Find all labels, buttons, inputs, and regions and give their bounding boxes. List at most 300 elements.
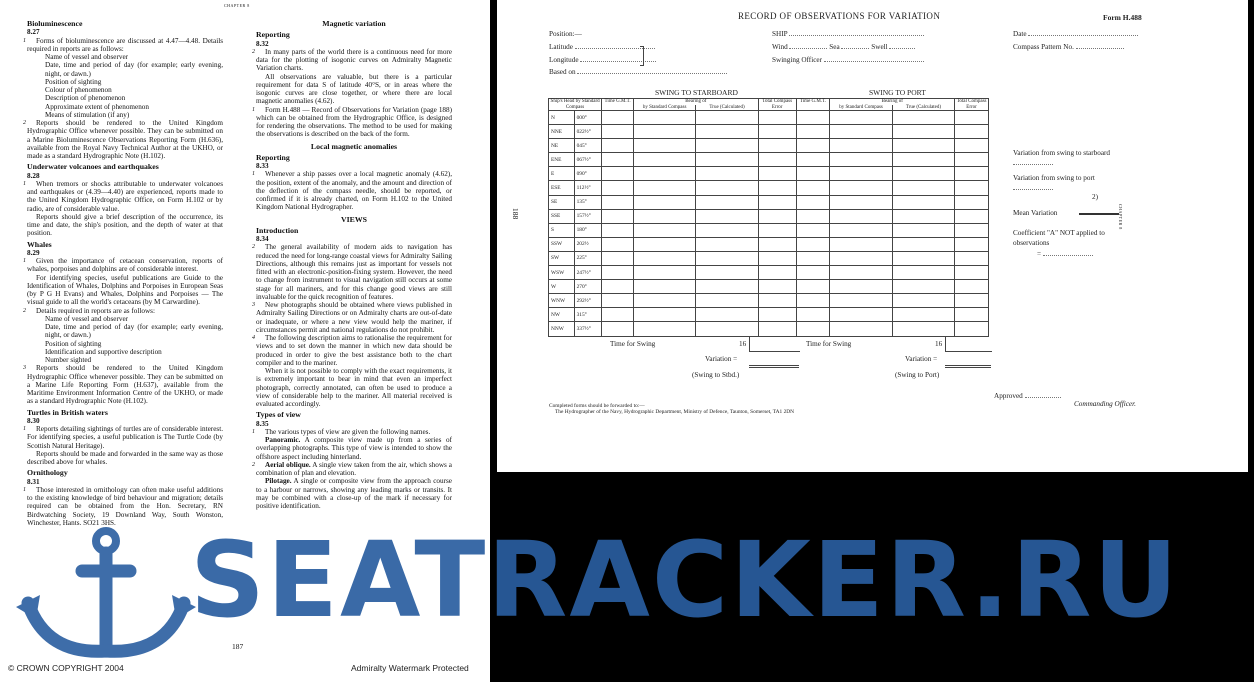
observation-cell[interactable] xyxy=(830,167,892,181)
volcanoes-heading: Underwater volcanoes and earthquakes xyxy=(27,162,159,172)
observation-cell[interactable] xyxy=(758,153,796,167)
observation-cell[interactable] xyxy=(955,280,989,294)
observation-cell[interactable] xyxy=(892,266,954,280)
heading-degrees: 292½° xyxy=(574,294,602,308)
paragraph xyxy=(23,425,223,450)
paragraph-text: When tremors or shocks attributable to underwater volcanoes and earthquakes or (4.39—4.40) are experienced, reports made to the United Kingdom Hydrographic Office, on Form H.102 or by radio, are of considerable value. xyxy=(27,179,223,213)
observation-cell[interactable] xyxy=(955,322,989,336)
variation-port-field[interactable] xyxy=(945,365,991,368)
paragraph xyxy=(256,436,452,461)
heading-point: WNW xyxy=(549,294,575,308)
table-row xyxy=(549,237,989,251)
observation-cell[interactable] xyxy=(955,181,989,195)
observation-cell[interactable] xyxy=(892,251,954,265)
local-heading: Local magnetic anomalies xyxy=(310,141,398,151)
observation-cell[interactable] xyxy=(830,209,892,223)
margin-mark: 3 xyxy=(252,302,255,308)
heading-point: SW xyxy=(549,251,575,265)
paragraph xyxy=(252,427,452,436)
observation-cell[interactable] xyxy=(892,294,954,308)
approved-text: Approved xyxy=(994,392,1023,400)
swell-field[interactable] xyxy=(889,48,915,49)
views-heading: VIEWS xyxy=(341,214,367,224)
observation-cell[interactable] xyxy=(796,294,830,308)
observation-cell[interactable] xyxy=(633,139,695,153)
heading-point: ENE xyxy=(549,153,575,167)
observation-cell[interactable] xyxy=(696,280,758,294)
header-total-stbd: Total Compass Error xyxy=(758,99,796,111)
heading-degrees: 270° xyxy=(574,280,602,294)
observation-cell[interactable] xyxy=(696,294,758,308)
list-item: Number sighted xyxy=(45,356,92,364)
eq-sign: = xyxy=(1037,250,1042,258)
table-row xyxy=(549,111,989,125)
observation-cell[interactable] xyxy=(633,181,695,195)
section-number: 8.27 xyxy=(27,28,40,37)
heading-point: NNW xyxy=(549,322,575,336)
observation-cell[interactable] xyxy=(696,125,758,139)
watermark-protected-note: Admiralty Watermark Protected xyxy=(351,663,469,673)
observation-cell[interactable] xyxy=(830,237,892,251)
wind-field[interactable] xyxy=(789,48,827,49)
observation-cell[interactable] xyxy=(696,111,758,125)
margin-mark: 4 xyxy=(252,335,255,341)
observation-cell[interactable] xyxy=(955,153,989,167)
observation-cell[interactable] xyxy=(892,139,954,153)
observation-cell[interactable] xyxy=(892,195,954,209)
observation-cell[interactable] xyxy=(633,111,695,125)
paragraph-text: A single view taken from the air, which shows a combination of plan and elevation. xyxy=(256,460,452,477)
table-row xyxy=(549,125,989,139)
ship-field[interactable] xyxy=(789,35,924,36)
observation-cell[interactable] xyxy=(796,308,830,322)
paragraph xyxy=(252,301,452,334)
observation-cell[interactable] xyxy=(633,167,695,181)
observation-cell[interactable] xyxy=(633,280,695,294)
observation-cell[interactable] xyxy=(955,195,989,209)
form-title: RECORD OF OBSERVATIONS FOR VARIATION xyxy=(738,11,941,21)
paragraph xyxy=(23,36,223,54)
observations-table xyxy=(548,98,989,337)
observation-cell[interactable] xyxy=(796,209,830,223)
observation-cell[interactable] xyxy=(758,294,796,308)
var-port-field[interactable] xyxy=(1013,189,1053,190)
observation-cell[interactable] xyxy=(892,111,954,125)
mean-variation-text: Mean Variation xyxy=(1013,209,1058,217)
observation-cell[interactable] xyxy=(602,280,634,294)
table-row xyxy=(549,195,989,209)
observation-cell[interactable] xyxy=(602,322,634,336)
swing-starboard-title: SWING TO STARBOARD xyxy=(655,88,738,97)
mean-variation-field[interactable] xyxy=(1079,213,1119,215)
heading-point: S xyxy=(549,223,575,237)
paragraph xyxy=(23,306,223,315)
observation-cell[interactable] xyxy=(830,111,892,125)
paragraph-text: A composite view made up from a series of overlapping photographs. This type of view is intended to show the offshore aspect including hinterland. xyxy=(256,436,452,461)
observation-cell[interactable] xyxy=(602,167,634,181)
observation-cell[interactable] xyxy=(602,209,634,223)
observation-cell[interactable] xyxy=(796,266,830,280)
observation-cell[interactable] xyxy=(796,280,830,294)
term: Panoramic. xyxy=(265,436,301,444)
observation-cell[interactable] xyxy=(633,237,695,251)
observation-cell[interactable] xyxy=(633,209,695,223)
header-bearing-stbd: Bearing of xyxy=(633,99,758,105)
mean-variation-label xyxy=(1013,209,1119,217)
paragraph-text: Reports should be rendered to the United Kingdom Hydrographic Office whenever possible. They can be submitted on a Marine Life Reporting Form (H.637), available from the Maritime Environment Information Centre of the UKHO, or made as a standard Hydrographic Note (H.102). xyxy=(27,364,223,406)
observation-cell[interactable] xyxy=(602,251,634,265)
observation-cell[interactable] xyxy=(633,195,695,209)
date-label xyxy=(1013,30,1138,38)
heading-degrees: 022½° xyxy=(574,125,602,139)
paragraph xyxy=(252,47,452,73)
section-number: 8.35 xyxy=(256,419,269,428)
observation-cell[interactable] xyxy=(633,153,695,167)
observation-cell[interactable] xyxy=(955,223,989,237)
paragraph xyxy=(252,105,452,139)
heading-degrees: 090° xyxy=(574,167,602,181)
subheading: Introduction xyxy=(256,225,299,235)
observation-cell[interactable] xyxy=(796,322,830,336)
observation-cell[interactable] xyxy=(892,223,954,237)
based-on-text: Based on xyxy=(549,68,576,76)
paragraph-text: Whenever a ship passes over a local magnetic anomaly (4.62), the position, extent of the anomaly, and the amount and direction of the deflection of the compass needle, should be reported, or confirmed if it is already charted, on Form H.102 to the United Kingdom National Hydrographer. xyxy=(256,170,452,212)
margin-mark: 2 xyxy=(252,461,255,468)
observation-cell[interactable] xyxy=(633,125,695,139)
form-number: Form H.488 xyxy=(1103,13,1142,22)
paragraph-text: Forms of bioluminescence are discussed at 4.47—4.48. Details required in reports are as follows: xyxy=(27,36,223,53)
variation-stbd-field[interactable] xyxy=(749,365,799,368)
observation-cell[interactable] xyxy=(796,237,830,251)
paragraph-text: Details required in reports are as follows: xyxy=(36,306,155,315)
observation-cell[interactable] xyxy=(602,223,634,237)
observation-cell[interactable] xyxy=(758,266,796,280)
header-bearing-port: Bearing of xyxy=(830,99,955,105)
paragraph: When it is not possible to comply with the exact requirements, it is extremely important to bear in mind that even an imperfect photograph, correctly annotated, can often be used to produce a view of considerable help to the mariner. All material received is evaluated accordingly. xyxy=(256,367,452,408)
header-time-stbd: Time G.M.T. xyxy=(602,99,634,111)
chapter-side-label: CHAPTER 8 xyxy=(1118,204,1123,230)
section-number: 8.28 xyxy=(27,171,40,180)
observation-cell[interactable] xyxy=(758,237,796,251)
longitude-field[interactable] xyxy=(580,61,656,62)
observation-cell[interactable] xyxy=(758,280,796,294)
observation-cell[interactable] xyxy=(696,195,758,209)
observation-cell[interactable] xyxy=(830,322,892,336)
commanding-officer: Commanding Officer. xyxy=(1074,400,1136,408)
table-row xyxy=(549,209,989,223)
header-by-standard-stbd: by Standard Compass xyxy=(633,105,695,111)
list-item: Position of sighting xyxy=(45,339,102,348)
coefficient-field[interactable] xyxy=(1043,255,1093,256)
observation-cell[interactable] xyxy=(758,181,796,195)
date-text: Date xyxy=(1013,30,1027,38)
observation-cell[interactable] xyxy=(796,111,830,125)
ship-label xyxy=(772,30,924,38)
anchor-icon xyxy=(6,525,206,665)
heading-point: NE xyxy=(549,139,575,153)
observation-cell[interactable] xyxy=(830,125,892,139)
observation-cell[interactable] xyxy=(830,294,892,308)
list-item: Name of vessel and observer xyxy=(45,314,129,323)
swell-text: Swell xyxy=(871,43,888,51)
var-port-label xyxy=(1013,173,1123,193)
wind-text: Wind xyxy=(772,43,788,51)
observation-cell[interactable] xyxy=(602,139,634,153)
section-number: 8.33 xyxy=(256,162,269,170)
heading-degrees: 157½° xyxy=(574,209,602,223)
paragraph xyxy=(23,257,223,274)
table-row xyxy=(549,294,989,308)
count-stbd: 16 xyxy=(739,340,747,348)
variation-form xyxy=(497,0,1248,472)
list-item: Description of phenomenon xyxy=(45,94,126,103)
types-heading: Types of view xyxy=(256,410,301,420)
section-number: 8.32 xyxy=(256,39,269,48)
table-row xyxy=(549,308,989,322)
page-188-wrap xyxy=(510,208,520,220)
observation-cell[interactable] xyxy=(602,308,634,322)
observation-cell[interactable] xyxy=(696,181,758,195)
paragraph-text: The general availability of modern aids to navigation has reduced the need for long-range coastal views for Admiralty Sailing Directions, although this remains just as important for vessels not fitted with an electronic-position-fixing system. However, the need to change from instrument to visual navigation still occurs at some stage for all mariners, and for this change good views are still invaluable for the quick recognition of features. xyxy=(256,243,452,301)
paragraph xyxy=(252,334,452,367)
observation-cell[interactable] xyxy=(796,167,830,181)
observation-cell[interactable] xyxy=(830,266,892,280)
heading-point: ESE xyxy=(549,181,575,195)
observation-cell[interactable] xyxy=(696,266,758,280)
heading-point: W xyxy=(549,280,575,294)
observation-cell[interactable] xyxy=(758,167,796,181)
margin-mark: 1 xyxy=(23,180,26,187)
swing-stbd-caption: (Swing to Stbd.) xyxy=(692,371,740,379)
table-row xyxy=(549,139,989,153)
observation-cell[interactable] xyxy=(696,209,758,223)
observation-cell[interactable] xyxy=(955,294,989,308)
observation-cell[interactable] xyxy=(892,209,954,223)
observation-cell[interactable] xyxy=(758,308,796,322)
table-row xyxy=(549,153,989,167)
observation-cell[interactable] xyxy=(602,195,634,209)
var-stbd-label xyxy=(1013,148,1123,168)
observation-cell[interactable] xyxy=(830,195,892,209)
latitude-label xyxy=(549,43,655,51)
list-item: Means of stimulation (if any) xyxy=(45,110,130,119)
watermark-text: SEATRACKER.RU xyxy=(190,519,1180,641)
observation-cell[interactable] xyxy=(830,251,892,265)
observation-cell[interactable] xyxy=(892,280,954,294)
paragraph xyxy=(23,179,223,213)
margin-mark: 1 xyxy=(252,428,255,435)
margin-mark: 1 xyxy=(252,106,255,113)
var-stbd-field[interactable] xyxy=(1013,164,1053,165)
heading-degrees: 045° xyxy=(574,139,602,153)
observation-cell[interactable] xyxy=(892,237,954,251)
observation-cell[interactable] xyxy=(696,167,758,181)
observation-cell[interactable] xyxy=(602,111,634,125)
observation-cell[interactable] xyxy=(696,322,758,336)
position-label: Position:— xyxy=(549,30,582,38)
observation-cell[interactable] xyxy=(696,237,758,251)
observation-cell[interactable] xyxy=(955,266,989,280)
completed-note: Completed forms should be forwarded to:— xyxy=(549,403,645,409)
margin-mark: 2 xyxy=(252,244,255,251)
observation-cell[interactable] xyxy=(955,125,989,139)
observation-cell[interactable] xyxy=(892,167,954,181)
observation-cell[interactable] xyxy=(892,308,954,322)
paragraph-text: The following description aims to rationalise the requirement for views and to set down the manner in which new data should be produced in order to give the best assistance both to the chart compiler and to the mariner. xyxy=(256,334,452,367)
observation-cell[interactable] xyxy=(830,181,892,195)
time-box-port[interactable] xyxy=(945,337,992,352)
list-item: Date, time and period of day (for example; early evening, night, or dawn.) xyxy=(45,323,223,340)
observation-cell[interactable] xyxy=(892,322,954,336)
swinging-officer-field[interactable] xyxy=(824,61,924,62)
observation-cell[interactable] xyxy=(602,153,634,167)
margin-mark: 1 xyxy=(23,37,26,44)
count-port: 16 xyxy=(935,340,943,348)
heading-degrees: 202½ xyxy=(574,237,602,251)
observation-cell[interactable] xyxy=(696,251,758,265)
swing-port-caption: (Swing to Port) xyxy=(895,371,940,379)
observation-cell[interactable] xyxy=(892,153,954,167)
observation-cell[interactable] xyxy=(830,223,892,237)
paragraph xyxy=(252,243,452,301)
heading-point: SSW xyxy=(549,237,575,251)
table-row xyxy=(549,167,989,181)
observation-cell[interactable] xyxy=(796,251,830,265)
observation-cell[interactable] xyxy=(796,125,830,139)
heading-degrees: 225° xyxy=(574,251,602,265)
time-for-swing-stbd: Time for Swing xyxy=(610,340,656,348)
observation-cell[interactable] xyxy=(892,181,954,195)
observation-cell[interactable] xyxy=(796,153,830,167)
compass-pattern-field[interactable] xyxy=(1076,48,1124,49)
observation-cell[interactable] xyxy=(796,181,830,195)
var-stbd-text: Variation from swing to starboard xyxy=(1013,149,1111,157)
based-on-field[interactable] xyxy=(577,73,727,74)
paragraph-text: A single or composite view from the approach course to a harbour or narrows, showing any leading marks or transits. It may be combined with a close-up of the mark if necessary for positive identification. xyxy=(256,477,452,510)
observation-cell[interactable] xyxy=(955,209,989,223)
heading-point: N xyxy=(549,111,575,125)
paragraph-text: New photographs should be obtained where views published in Admiralty Sailing Directions or on Admiralty charts are out-of-date or inadequate, or where a new view would help the mariner, if circumstances permit and national regulations do not prohibit. xyxy=(256,301,452,334)
observation-cell[interactable] xyxy=(955,237,989,251)
observation-cell[interactable] xyxy=(602,125,634,139)
paragraph-text: Those interested in ornithology can often make useful additions to the existing knowledge of bird behaviour and migration; details required can be obtained from the Hon. Secretary, RN Birdwatching Society, 19 Downland Way, South Wonston, Winchester, Hants. SO21 3HS. xyxy=(27,485,223,527)
coefficient-eq xyxy=(1037,250,1093,258)
table-row xyxy=(549,280,989,294)
observation-cell[interactable] xyxy=(796,223,830,237)
longitude-text: Longitude xyxy=(549,56,579,64)
observation-cell[interactable] xyxy=(758,111,796,125)
heading-degrees: 067½° xyxy=(574,153,602,167)
observation-cell[interactable] xyxy=(830,139,892,153)
swinging-officer-text: Swinging Officer xyxy=(772,56,822,64)
header-by-standard-port: by Standard Compass xyxy=(830,105,892,111)
observation-cell[interactable] xyxy=(602,266,634,280)
bioluminescence-heading: Bioluminescence xyxy=(27,19,83,28)
section-number: 8.30 xyxy=(27,416,40,425)
list-item: Position of sighting xyxy=(45,77,102,86)
left-column xyxy=(23,19,223,527)
observation-cell[interactable] xyxy=(758,251,796,265)
margin-mark: 1 xyxy=(252,171,255,178)
observation-cell[interactable] xyxy=(955,139,989,153)
observation-cell[interactable] xyxy=(602,294,634,308)
whales-heading: Whales xyxy=(27,239,52,249)
table-row xyxy=(549,322,989,336)
list-item: Identification and supportive description xyxy=(45,347,162,356)
observation-cell[interactable] xyxy=(633,308,695,322)
observation-cell[interactable] xyxy=(955,167,989,181)
observation-cell[interactable] xyxy=(955,308,989,322)
lat-long-brace xyxy=(640,46,644,66)
observation-cell[interactable] xyxy=(758,195,796,209)
observation-cell[interactable] xyxy=(758,322,796,336)
paragraph-text: Reports should be rendered to the United Kingdom Hydrographic Office whenever possible. They can be submitted on a Marine Bioluminescence Observations Reporting Form (H.636), available from the Royal Navy Technical Author at the UKHO, or made as a standard Hydrographic Note (H.102). xyxy=(27,119,223,160)
observation-cell[interactable] xyxy=(758,125,796,139)
paragraph-text: Reports detailing sightings of turtles are of considerable interest. For identifying species, a useful publication is The Turtle Code (by Scottish Natural Heritage). xyxy=(27,425,223,450)
observation-cell[interactable] xyxy=(696,153,758,167)
heading-degrees: 135° xyxy=(574,195,602,209)
paragraph xyxy=(252,170,452,212)
observation-cell[interactable] xyxy=(830,308,892,322)
ornithology-heading: Ornithology xyxy=(27,468,68,478)
paragraph xyxy=(256,477,452,510)
observation-cell[interactable] xyxy=(830,153,892,167)
observation-cell[interactable] xyxy=(633,294,695,308)
observation-cell[interactable] xyxy=(758,139,796,153)
sea-field[interactable] xyxy=(841,48,869,49)
heading-degrees: 180° xyxy=(574,223,602,237)
ship-text: SHIP xyxy=(772,30,788,38)
observation-cell[interactable] xyxy=(796,139,830,153)
date-field[interactable] xyxy=(1028,35,1138,36)
copyright: © CROWN COPYRIGHT 2004 xyxy=(8,663,124,673)
observation-cell[interactable] xyxy=(758,223,796,237)
observation-cell[interactable] xyxy=(696,139,758,153)
heading-degrees: 247½° xyxy=(574,266,602,280)
section-number: 8.29 xyxy=(27,248,40,257)
observation-cell[interactable] xyxy=(758,209,796,223)
observation-cell[interactable] xyxy=(696,308,758,322)
heading-degrees: 000° xyxy=(574,111,602,125)
header-true-port: True (Calculated) xyxy=(892,105,954,111)
list-item: Approximate extent of phenomenon xyxy=(45,102,149,111)
page-number: 187 xyxy=(232,642,244,651)
observation-cell[interactable] xyxy=(830,280,892,294)
observation-cell[interactable] xyxy=(696,223,758,237)
observation-cell[interactable] xyxy=(955,111,989,125)
var-port-text: Variation from swing to port xyxy=(1013,174,1095,182)
time-box-stbd[interactable] xyxy=(749,337,800,352)
observation-cell[interactable] xyxy=(892,125,954,139)
observation-cell[interactable] xyxy=(633,322,695,336)
observation-cell[interactable] xyxy=(633,251,695,265)
observation-cell[interactable] xyxy=(633,223,695,237)
approved-field[interactable] xyxy=(1025,397,1061,398)
paragraph-text: Given the importance of cetacean conservation, reports of whales, porpoises and dolphins are of considerable interest. xyxy=(27,257,223,274)
subheading: Reporting xyxy=(256,30,290,40)
table-row xyxy=(549,181,989,195)
paragraph xyxy=(23,119,223,160)
observation-cell[interactable] xyxy=(955,251,989,265)
observation-cell[interactable] xyxy=(602,181,634,195)
observation-cell[interactable] xyxy=(796,195,830,209)
magnetic-heading: Magnetic variation xyxy=(322,19,386,28)
observation-cell[interactable] xyxy=(602,237,634,251)
term: Aerial oblique. xyxy=(265,460,311,469)
observation-cell[interactable] xyxy=(633,266,695,280)
paragraph xyxy=(23,364,223,406)
header-true-stbd: True (Calculated) xyxy=(696,105,758,111)
